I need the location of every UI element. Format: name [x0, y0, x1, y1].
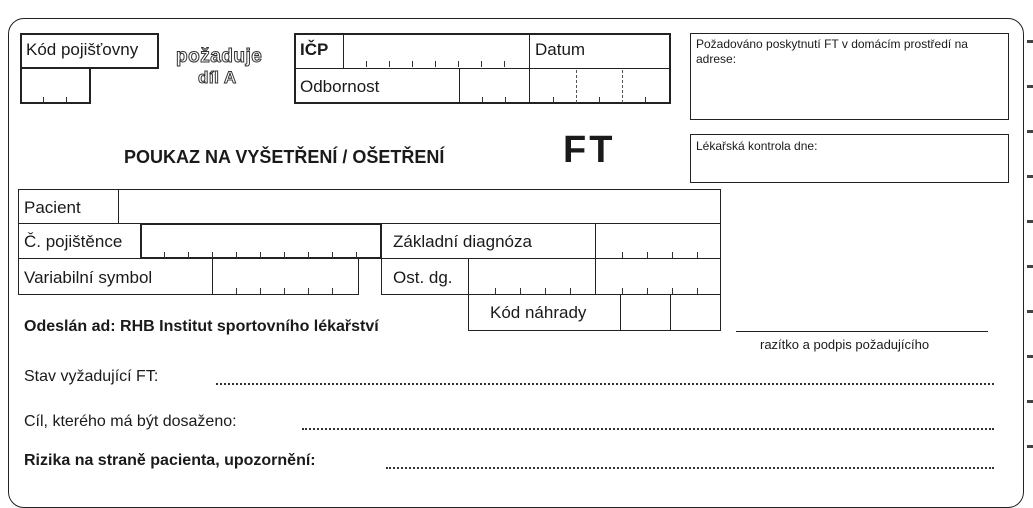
tick	[43, 97, 44, 103]
other-diagnosis-field[interactable]	[470, 260, 719, 293]
icp-row-divider	[294, 68, 671, 69]
insured-number-label: Č. pojištěnce	[24, 232, 123, 251]
tick	[481, 61, 482, 67]
perforation-mark	[1027, 85, 1033, 88]
tick	[504, 61, 505, 67]
variable-symbol-field[interactable]	[213, 260, 357, 293]
tick	[482, 97, 483, 103]
tick	[412, 61, 413, 67]
odbornost-field[interactable]	[460, 70, 528, 103]
part-a-label: díl A	[198, 68, 237, 87]
perforation-mark	[1027, 175, 1033, 178]
sent-from-label: Odeslán ad: RHB Institut sportovního lékařství	[24, 318, 379, 335]
perforation-mark	[1027, 445, 1033, 448]
signature-label: razítko a podpis požadujícího	[760, 337, 930, 352]
patient-field[interactable]	[120, 191, 719, 222]
insured-number-field[interactable]	[140, 223, 382, 259]
form-title: POUKAZ NA VYŠETŘENÍ / OŠETŘENÍ	[124, 147, 445, 167]
datum-dash	[622, 70, 623, 103]
home-care-label: Požadováno poskytnutí FT v domácím prostředí na adrese:	[696, 37, 968, 66]
tick	[332, 288, 333, 294]
insurance-code-label: Kód pojišťovny	[26, 40, 139, 59]
tick	[458, 61, 459, 67]
tick	[553, 97, 554, 103]
perforation-mark	[1027, 400, 1033, 403]
icp-label: IČP	[300, 40, 329, 59]
patient-label: Pacient	[24, 198, 81, 217]
risks-label: Rizika na straně pacienta, upozornění:	[24, 452, 316, 469]
main-diagnosis-label: Základní diagnóza	[393, 232, 532, 251]
perforation-edge	[1025, 30, 1033, 490]
tick	[366, 61, 367, 67]
tick	[505, 97, 506, 103]
variable-symbol-label: Variabilní symbol	[24, 268, 153, 287]
datum-label: Datum	[535, 40, 586, 59]
tick	[236, 288, 237, 294]
icp-field[interactable]	[345, 35, 528, 67]
tick	[66, 97, 67, 103]
datum-dash	[576, 70, 577, 103]
signature-line[interactable]	[736, 331, 988, 332]
goal-label: Cíl, kterého má být dosaženo:	[24, 413, 237, 430]
perforation-mark	[1027, 265, 1033, 268]
datum-divider	[529, 33, 530, 104]
tick	[260, 288, 261, 294]
datum-field[interactable]	[531, 70, 669, 103]
tick	[308, 288, 309, 294]
patient-divider	[118, 189, 119, 224]
icp-divider	[343, 33, 344, 68]
condition-field[interactable]	[216, 383, 994, 385]
perforation-mark	[1027, 130, 1033, 133]
risks-field[interactable]	[386, 467, 994, 469]
other-diagnosis-label: Ost. dg.	[393, 268, 453, 287]
goal-field[interactable]	[302, 428, 994, 430]
requesting-label: požaduje	[176, 46, 263, 67]
perforation-mark	[1027, 40, 1033, 43]
perforation-mark	[1027, 355, 1033, 358]
main-diagnosis-field[interactable]	[596, 225, 719, 257]
tick	[645, 97, 646, 103]
tick	[599, 97, 600, 103]
tick	[284, 288, 285, 294]
insurance-code-field[interactable]	[20, 67, 91, 104]
replacement-code-label: Kód náhrady	[490, 303, 587, 322]
perforation-mark	[1027, 310, 1033, 313]
perforation-mark	[1027, 220, 1033, 223]
medical-check-label: Lékařská kontrola dne:	[696, 139, 818, 153]
tick	[389, 61, 390, 67]
ft-label: FT	[563, 129, 616, 171]
replacement-code-field[interactable]	[621, 296, 719, 329]
tick	[435, 61, 436, 67]
odbornost-label: Odbornost	[300, 77, 380, 96]
condition-label: Stav vyžadující FT:	[24, 368, 159, 385]
